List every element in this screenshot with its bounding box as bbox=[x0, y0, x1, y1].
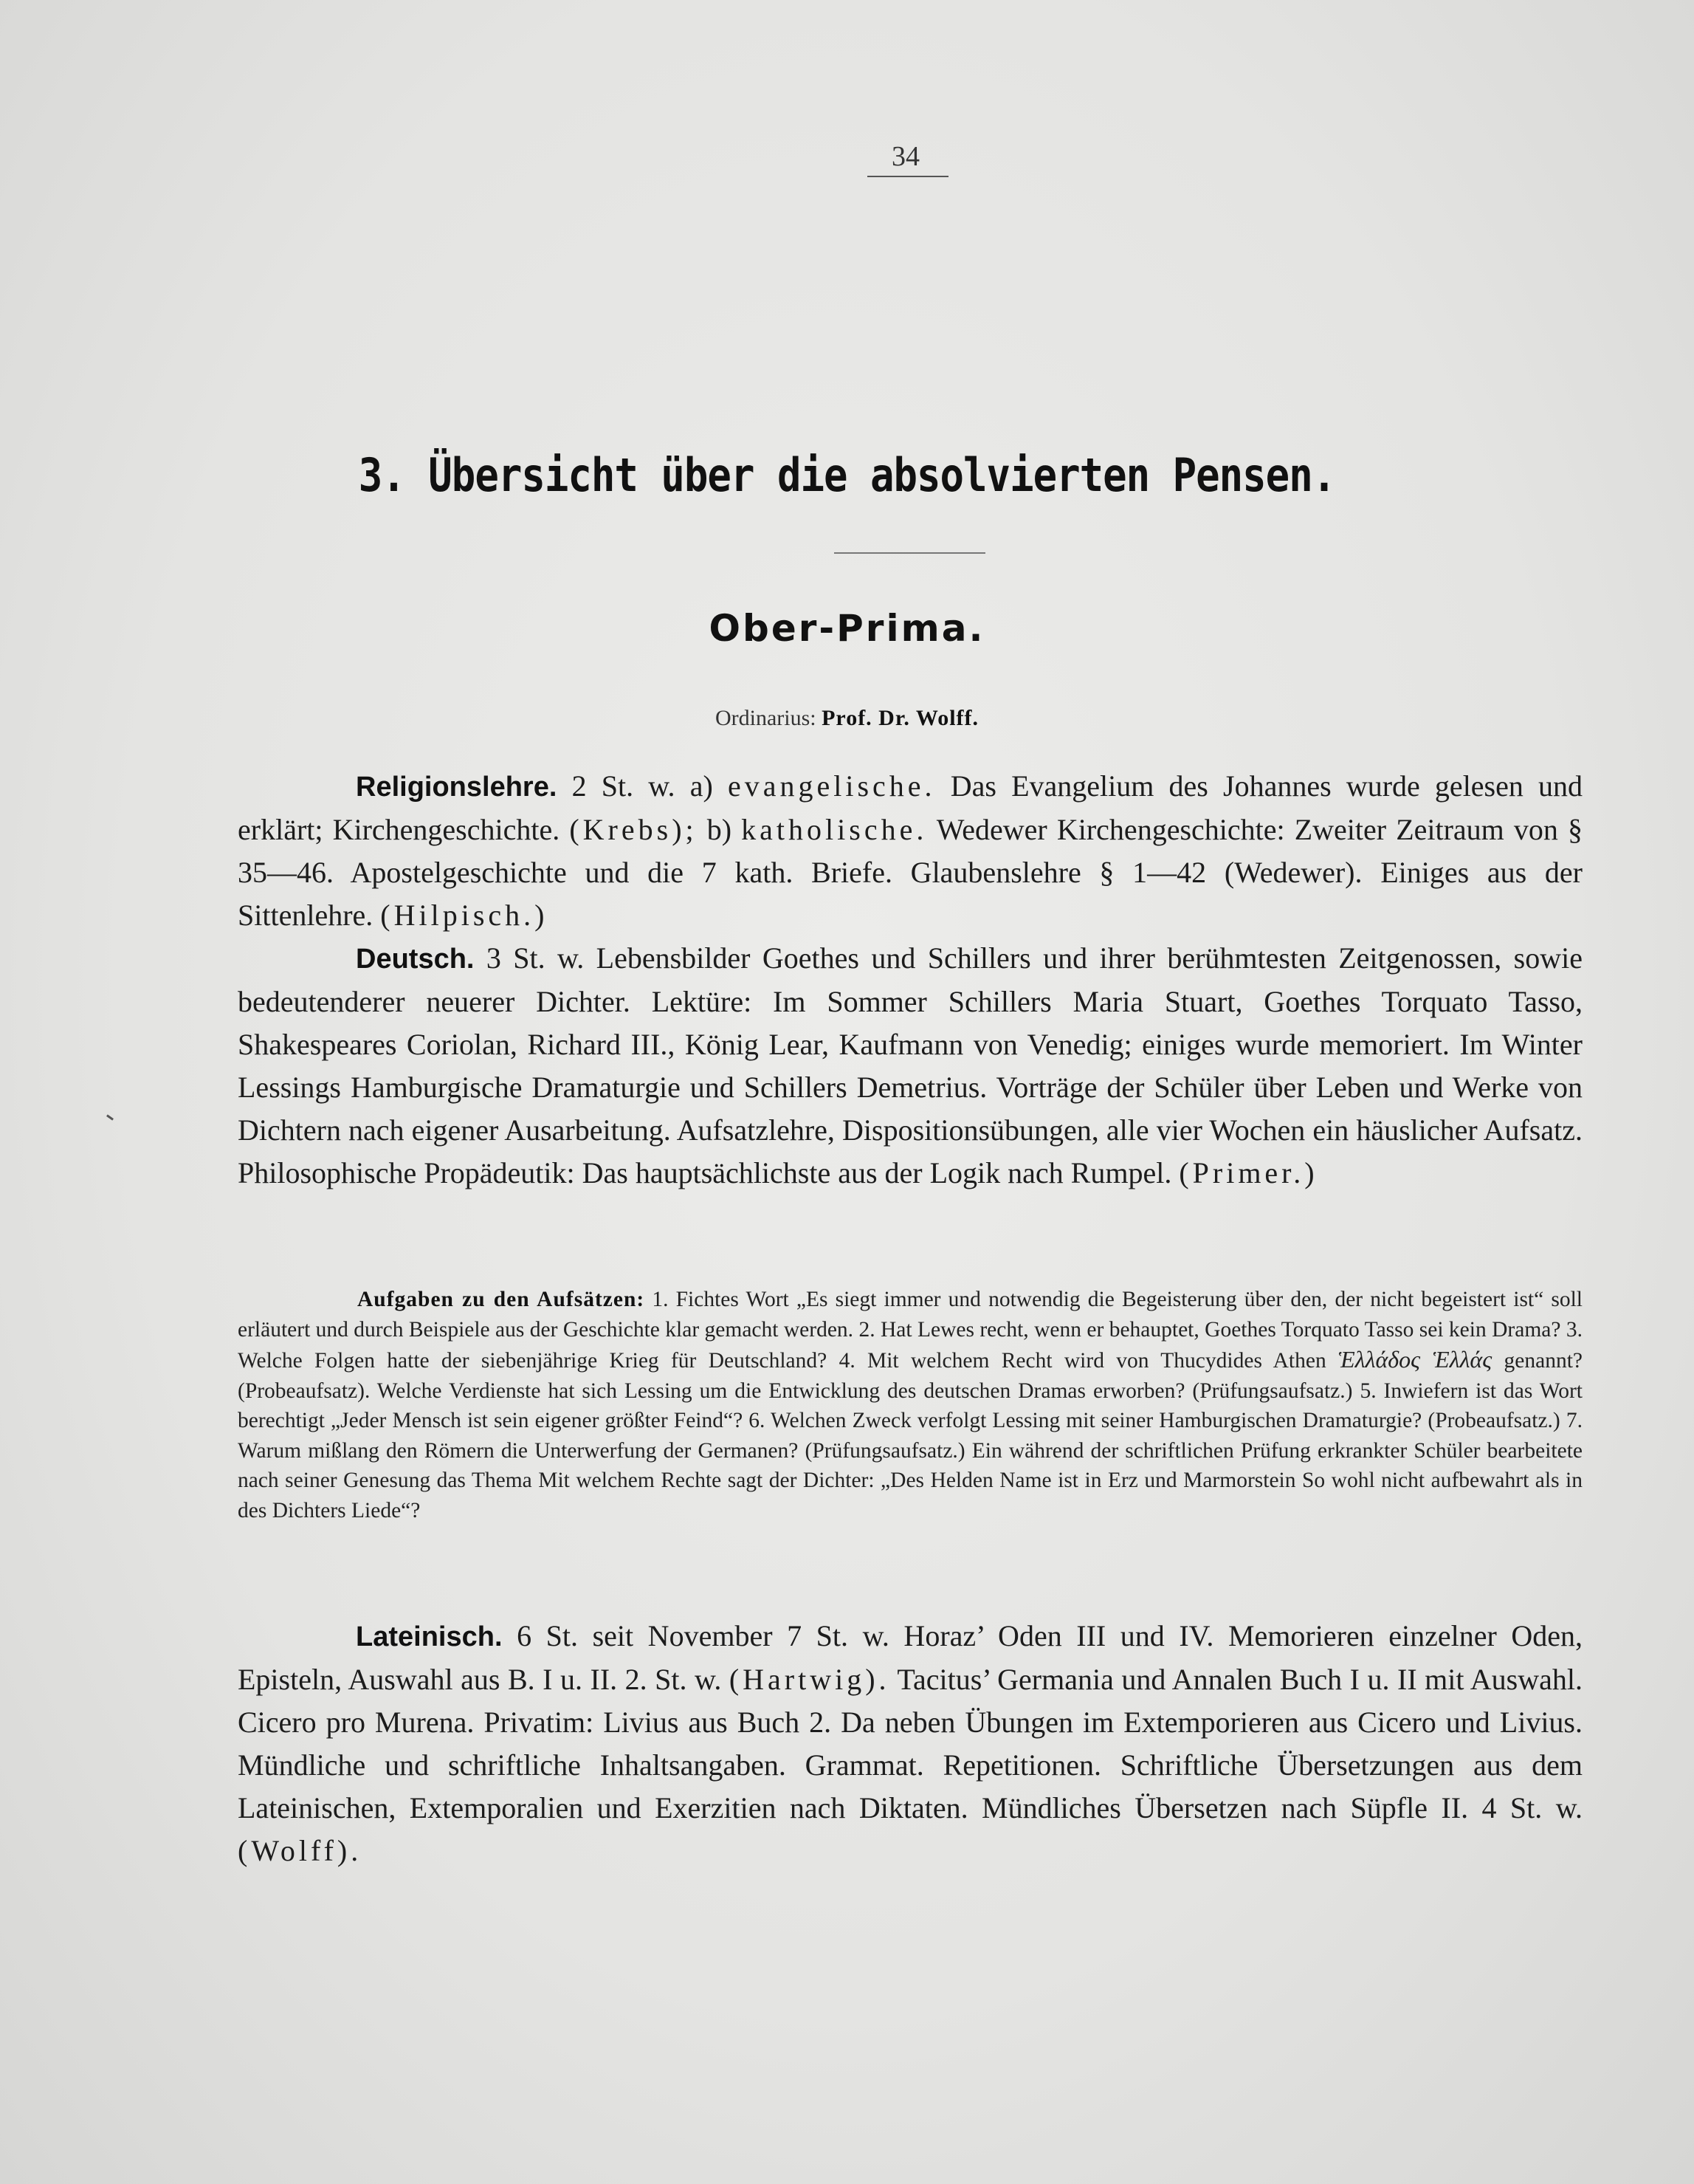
section-title: 3. Übersicht über die absolvierten Pensen. bbox=[358, 448, 1336, 502]
deutsch-text: 3 St. w. Lebensbilder Goethes und Schillers und ihrer berühmtesten Zeitgenossen, sowie bedeutenderer neuerer Dichter. Lektüre: Im Sommer Schillers Maria Stuart, Goethes Torquato Tasso, Shakespeares Coriolan, Richard III., König Lear, Kaufmann von Venedig; einiges wurde memoriert. Im Winter Lessings Hamburgische Dramaturgie und Schillers Demetrius. Vorträge der Schüler über Leben und Werke von Dichtern nach eigener Ausarbeitung. Aufsatzlehre, Dispositionsübungen, alle vier Wochen ein häuslicher Aufsatz. Philosophische Propädeutik: Das hauptsächlichste aus der Logik nach Rumpel. bbox=[238, 941, 1583, 1189]
paragraph-religionslehre bbox=[238, 765, 1583, 937]
religion-text-1: Das Evangelium des Johannes wurde gelesen und erklärt; Kirchengeschichte. bbox=[238, 769, 1583, 846]
page-number-rule bbox=[867, 176, 948, 177]
latein-wolff: (Wolff). bbox=[238, 1834, 362, 1867]
section-religion-deutsch bbox=[238, 765, 1583, 1195]
class-heading: Ober-Prima. bbox=[709, 607, 985, 650]
aufgaben-greek: Ἑλλάδος Ἑλλάς bbox=[1338, 1346, 1492, 1373]
religion-text-2: Wedewer Kirchengeschichte: Zweiter Zeitraum von § 35—46. Apostelgeschichte und die 7 kath. Briefe. Glaubenslehre § 1—42 (Wedewer). Einiges aus der Sittenlehre. bbox=[238, 813, 1583, 932]
latein-text-2: Tacitus’ Germania und Annalen Buch I u. II mit Auswahl. Cicero pro Murena. Privatim: Livius aus Buch 2. Da neben Übungen im Extemporieren aus Cicero und Livius. Mündliche und schriftliche Inhaltsangaben. Grammat. Repetitionen. Schriftliche Übersetzungen aus dem Lateinischen, Extemporalien und Exerzitien nach Diktaten. Mündliches Übersetzen nach Süpfle II. 4 St. w. bbox=[238, 1663, 1583, 1824]
title-divider bbox=[834, 552, 985, 554]
heading-deutsch: Deutsch. bbox=[356, 944, 475, 975]
religion-hilpisch: (Hilpisch.) bbox=[380, 899, 548, 932]
religion-part-b: b) bbox=[706, 813, 732, 846]
paragraph-lateinisch bbox=[238, 1615, 1583, 1872]
ordinarius-label: Ordinarius: bbox=[715, 706, 816, 730]
section-latein bbox=[238, 1615, 1583, 1872]
ordinarius-line bbox=[0, 706, 1694, 731]
religion-krebs: (Krebs); bbox=[569, 813, 698, 846]
religion-hours: 2 St. w. bbox=[571, 769, 675, 803]
heading-religionslehre: Religionslehre. bbox=[356, 772, 557, 803]
ordinarius-name: Prof. Dr. Wolff. bbox=[822, 706, 979, 730]
page-number: 34 bbox=[892, 141, 920, 172]
paragraph-deutsch bbox=[238, 937, 1583, 1195]
paragraph-aufgaben bbox=[238, 1285, 1583, 1525]
aufgaben-text-1: 1. Fichtes Wort „Es siegt immer und notwendig die Begeisterung über den, der nicht begeistert ist“ soll erläutert und durch Beispiele aus der Geschichte klar gemacht werden. 2. Hat Lewes recht, wenn er behauptet, Goethes Torquato Tasso sei kein Drama? 3. Welche Folgen hatte der siebenjährige Krieg für Deutschland? 4. Mit welchem Recht wird von Thucydides Athen bbox=[238, 1288, 1583, 1373]
latein-text-1: 6 St. seit November 7 St. w. Horaz’ Oden III und IV. Memorieren einzelner Oden, Episteln, Auswahl aus B. I u. II. 2. St. w. bbox=[238, 1619, 1583, 1696]
heading-lateinisch: Lateinisch. bbox=[356, 1621, 503, 1652]
margin-mark bbox=[106, 1114, 114, 1120]
deutsch-primer: (Primer.) bbox=[1179, 1156, 1318, 1189]
religion-katholisch: katholische. bbox=[741, 813, 928, 846]
heading-aufgaben: Aufgaben zu den Aufsätzen: bbox=[357, 1288, 645, 1311]
religion-evangelisch: evangelische. bbox=[727, 769, 936, 803]
aufgaben-text-2: genannt? (Probeaufsatz). Welche Verdienste hat sich Lessing um die Entwicklung des deutschen Dramas erworben? (Prüfungsaufsatz.) 5. Inwiefern ist das Wort berechtigt „Jeder Mensch ist sein eigener größter Feind“? 6. Welchen Zweck verfolgt Lessing mit seiner Hamburgischen Dramaturgie? (Probeaufsatz.) 7. Warum mißlang den Römern die Unterwerfung der Germanen? (Prüfungsaufsatz.) Ein während der schriftlichen Prüfung erkrankter Schüler bearbeitete nach seiner Genesung das Thema Mit welchem Rechte sagt der Dichter: „Des Helden Name ist in Erz und Marmorstein So wohl nicht aufbewahrt als in des Dichters Liede“? bbox=[238, 1349, 1583, 1522]
latein-hartwig: (Hartwig). bbox=[729, 1663, 890, 1696]
religion-part-a: a) bbox=[689, 769, 713, 803]
